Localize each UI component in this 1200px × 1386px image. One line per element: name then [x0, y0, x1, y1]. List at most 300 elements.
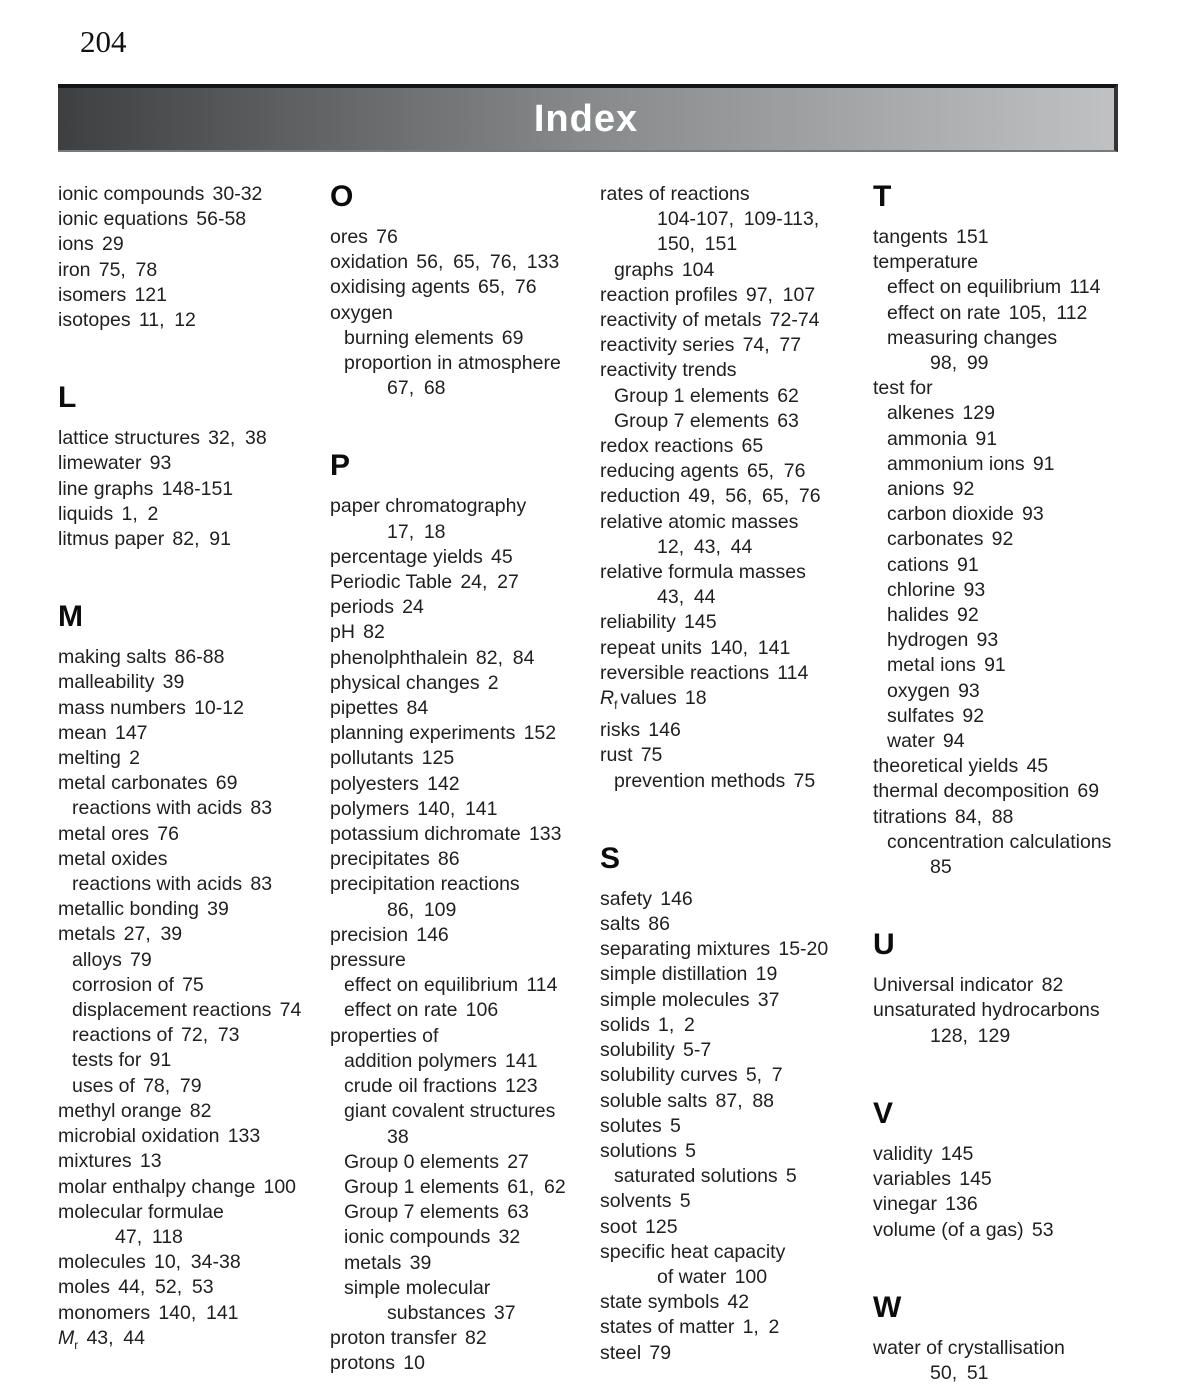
entry-text: solubility — [600, 1039, 675, 1062]
entry-text: solvents — [600, 1190, 672, 1213]
entry-page-numbers: 29 — [101, 233, 124, 256]
entry-text: saturated solutions — [614, 1165, 778, 1188]
entry-text: solutions — [600, 1139, 677, 1162]
index-entry — [600, 308, 873, 333]
entry-page-numbers: 61, 62 — [507, 1175, 566, 1198]
entry-text: pressure — [330, 949, 406, 972]
index-entry — [873, 1142, 1160, 1167]
index-entry — [330, 646, 600, 671]
index-entry — [600, 1341, 873, 1366]
index-entry — [58, 1301, 330, 1326]
index-entry — [600, 1063, 873, 1088]
index-entry — [600, 1139, 873, 1164]
entry-text: paper chromatography — [330, 495, 527, 518]
entry-text: ammonium ions — [887, 452, 1025, 475]
index-entry — [58, 1149, 330, 1174]
index-entry — [58, 998, 330, 1023]
entry-text: repeat units — [600, 636, 702, 659]
entry-page-numbers: 104 — [681, 258, 715, 281]
index-section — [873, 1290, 1160, 1386]
entry-page-numbers: 32, 38 — [208, 427, 267, 450]
entry-page-numbers: 82, 91 — [172, 528, 231, 551]
index-entry — [873, 653, 1160, 678]
entry-text: solids — [600, 1013, 650, 1036]
index-entry — [873, 376, 1160, 401]
entry-page-numbers: 12, 43, 44 — [657, 535, 753, 558]
entry-text: precipitates — [330, 848, 430, 871]
index-column — [600, 182, 873, 1386]
index-entry — [58, 258, 330, 283]
section-heading-w: W — [873, 1290, 902, 1324]
index-entry — [873, 973, 1160, 998]
entry-text: metal oxides — [58, 847, 168, 870]
index-entry — [330, 494, 600, 519]
entry-page-numbers: 5 — [669, 1114, 681, 1137]
index-section — [600, 182, 873, 794]
index-section — [600, 841, 873, 1366]
entry-text: metal ores — [58, 822, 150, 845]
entry-text: malleability — [58, 671, 155, 694]
entry-text: concentration calculations — [887, 830, 1112, 853]
entry-page-numbers: 50, 51 — [930, 1361, 989, 1384]
entry-page-numbers: 84, 88 — [954, 805, 1014, 828]
entry-page-numbers: 92 — [962, 704, 985, 727]
index-entry — [58, 645, 330, 670]
entry-text: displacement reactions — [72, 999, 272, 1022]
index-entry — [600, 484, 873, 509]
index-entry — [58, 948, 330, 973]
entry-text: metals — [58, 923, 116, 946]
entry-text: rust — [600, 744, 633, 767]
entry-page-numbers: 63 — [507, 1201, 529, 1224]
entry-page-numbers: 104-107, 109-113, — [657, 208, 820, 231]
entry-text: salts — [600, 913, 641, 936]
index-entry — [873, 729, 1160, 754]
entry-page-numbers: 146 — [660, 887, 693, 910]
index-entry — [600, 182, 873, 207]
index-entry — [600, 1189, 873, 1214]
index-entry — [600, 1013, 873, 1038]
entry-page-numbers: 76 — [157, 822, 179, 845]
entry-text: Group 1 elements — [614, 384, 770, 407]
entry-text: states of matter — [600, 1316, 735, 1339]
index-entry — [873, 998, 1160, 1023]
entry-page-numbers: 140, 141 — [417, 797, 498, 820]
index-entry — [600, 1265, 873, 1290]
entry-text: precipitation reactions — [330, 873, 520, 896]
entry-text: tests for — [72, 1049, 142, 1072]
entry-page-numbers: 13 — [139, 1150, 162, 1173]
entry-text: ions — [58, 233, 94, 256]
entry-text: ammonia — [887, 427, 968, 450]
entry-text: halides — [887, 604, 949, 627]
entry-text: hydrogen — [887, 629, 969, 652]
index-entry — [330, 998, 600, 1023]
index-entry — [873, 225, 1160, 250]
section-heading-t: T — [873, 180, 892, 213]
entry-text: of water — [657, 1265, 727, 1288]
index-entry — [330, 1251, 600, 1276]
index-entry — [330, 1175, 600, 1200]
index-entry — [330, 1049, 600, 1074]
entry-text: giant covalent structures — [344, 1100, 556, 1123]
index-entry — [330, 1024, 600, 1049]
index-entry — [873, 1336, 1160, 1361]
index-entry — [330, 772, 600, 797]
index-entry — [330, 973, 600, 998]
index-entry — [330, 620, 600, 645]
entry-page-numbers: 79 — [649, 1341, 672, 1364]
entry-text: carbon dioxide — [887, 503, 1014, 526]
index-entry — [600, 333, 873, 358]
entry-page-numbers: 27, 39 — [123, 923, 183, 946]
entry-text: Periodic Table — [330, 571, 453, 594]
index-entry — [58, 426, 330, 451]
index-entry — [330, 1200, 600, 1225]
index-entry — [330, 250, 600, 275]
entry-page-numbers: 128, 129 — [930, 1024, 1011, 1047]
index-entry — [58, 1048, 330, 1073]
entry-page-numbers: 82 — [189, 1099, 212, 1122]
entry-page-numbers: 2 — [129, 747, 140, 770]
entry-text: reactivity trends — [600, 359, 737, 382]
index-entry — [600, 769, 873, 794]
entry-page-numbers: 5 — [785, 1165, 797, 1188]
entry-page-numbers: 92 — [956, 604, 979, 627]
index-entry — [873, 1024, 1160, 1049]
entry-text: risks — [600, 719, 641, 742]
index-entry — [330, 570, 600, 595]
entry-page-numbers: 98, 99 — [930, 352, 989, 375]
entry-text: safety — [600, 887, 653, 910]
index-entry — [873, 855, 1160, 880]
entry-page-numbers: 91 — [984, 654, 1006, 677]
index-entry — [330, 376, 600, 401]
index-entry — [58, 1250, 330, 1275]
entry-page-numbers: 142 — [427, 772, 460, 795]
entry-page-numbers: 5-7 — [682, 1039, 712, 1062]
entry-text: reactions of — [72, 1024, 173, 1047]
entry-page-numbers: 114 — [777, 661, 809, 684]
entry-text: reactivity series — [600, 334, 735, 357]
index-entry — [330, 275, 600, 300]
index-entry — [600, 459, 873, 484]
index-entry — [873, 1361, 1160, 1386]
index-entry — [600, 1038, 873, 1063]
index-entry — [58, 502, 330, 527]
entry-page-numbers: 145 — [940, 1142, 974, 1165]
entry-page-numbers: 121 — [134, 283, 167, 306]
entry-text: anions — [887, 478, 945, 501]
index-entry — [873, 351, 1160, 376]
entry-text: potassium dichromate — [330, 823, 521, 846]
entry-text: solutes — [600, 1114, 662, 1137]
index-entry — [330, 351, 600, 376]
entry-page-numbers: 93 — [958, 679, 980, 702]
index-entry — [873, 603, 1160, 628]
index-entry — [58, 1275, 330, 1300]
index-entry — [58, 746, 330, 771]
entry-page-numbers: 86, 109 — [387, 898, 457, 921]
entry-text: rates of reactions — [600, 183, 750, 205]
index-entry — [58, 721, 330, 746]
entry-page-numbers: 150, 151 — [657, 233, 738, 256]
index-section — [873, 1096, 1160, 1243]
section-heading-o: O — [330, 180, 354, 213]
entry-text: theoretical yields — [873, 755, 1019, 778]
entry-page-numbers: 94 — [942, 730, 965, 753]
entry-page-numbers: 146 — [416, 923, 449, 946]
entry-page-numbers: 1, 2 — [742, 1316, 780, 1339]
index-entry — [330, 1125, 600, 1150]
entry-text: physical changes — [330, 671, 480, 694]
index-entry — [58, 1023, 330, 1048]
entry-page-numbers: 32 — [498, 1226, 521, 1249]
entry-page-numbers: 39 — [409, 1251, 432, 1274]
entry-text: properties of — [330, 1024, 439, 1047]
entry-text: oxygen — [330, 301, 393, 324]
entry-text: oxidising agents — [330, 276, 470, 299]
index-entry — [873, 301, 1160, 326]
entry-page-numbers: 105, 112 — [1008, 301, 1088, 324]
index-entry — [58, 1225, 330, 1250]
entry-page-numbers: 10-12 — [194, 696, 244, 719]
entry-page-numbers: 62 — [777, 384, 799, 407]
entry-page-numbers: 91 — [149, 1049, 172, 1072]
entry-text: volume (of a gas) — [873, 1218, 1024, 1241]
index-entry — [873, 1218, 1160, 1243]
entry-text: unsaturated hydrocarbons — [873, 999, 1100, 1022]
index-entry — [58, 670, 330, 695]
entry-text: graphs — [614, 258, 674, 281]
index-entry — [600, 585, 873, 610]
index-entry — [58, 451, 330, 476]
entry-text: isotopes — [58, 309, 131, 332]
entry-page-numbers: 44, 52, 53 — [118, 1276, 214, 1299]
entry-text: polymers — [330, 797, 410, 820]
entry-text: sulfates — [887, 704, 955, 727]
entry-text: water of crystallisation — [873, 1336, 1065, 1359]
index-entry — [873, 401, 1160, 426]
entry-text: test for — [873, 377, 933, 400]
entry-text: reversible reactions — [600, 661, 770, 684]
entry-page-numbers: 72, 73 — [181, 1024, 240, 1047]
index-section — [330, 451, 600, 1376]
entry-text: separating mixtures — [600, 938, 771, 961]
entry-page-numbers: 1, 2 — [121, 502, 159, 525]
entry-page-numbers: 43, 44 — [86, 1326, 145, 1349]
entry-page-numbers: 83 — [250, 873, 273, 896]
entry-page-numbers: 65, 76 — [746, 460, 806, 483]
entry-text: burning elements — [344, 326, 494, 349]
entry-text: tangents — [873, 226, 948, 248]
entry-page-numbers: 39 — [162, 671, 185, 694]
entry-page-numbers: 145 — [959, 1168, 992, 1191]
entry-text: molecules — [58, 1251, 146, 1274]
index-entry — [600, 661, 873, 686]
entry-text: relative atomic masses — [600, 510, 799, 533]
entry-text: alloys — [72, 948, 122, 971]
entry-page-numbers: 76 — [376, 226, 398, 248]
entry-page-numbers: 15-20 — [778, 938, 829, 961]
index-entry — [58, 1099, 330, 1124]
section-heading-m: M — [58, 600, 83, 634]
index-entry — [58, 1200, 330, 1225]
entry-text: soot — [600, 1215, 637, 1238]
index-entry — [600, 1315, 873, 1340]
index-entry — [330, 696, 600, 721]
entry-text: reliability — [600, 611, 676, 634]
index-entry — [873, 527, 1160, 552]
entry-text: iron — [58, 258, 91, 281]
index-column — [58, 182, 330, 1386]
index-entry — [330, 872, 600, 897]
index-entry — [330, 225, 600, 250]
index-entry — [873, 830, 1160, 855]
entry-text: ores — [330, 226, 368, 248]
index-entry — [58, 973, 330, 998]
italic-symbol: M — [58, 1326, 75, 1349]
index-entry — [873, 754, 1160, 779]
entry-text: metals — [344, 1251, 402, 1274]
entry-page-numbers: 18 — [684, 687, 707, 710]
subscript-letter: f — [614, 698, 618, 713]
entry-text: microbial oxidation — [58, 1125, 220, 1148]
section-heading-p: P — [330, 449, 351, 483]
index-entry — [330, 1301, 600, 1326]
entry-text: oxygen — [887, 679, 950, 702]
entry-text: effect on rate — [887, 301, 1001, 324]
entry-page-numbers: 65, 76 — [478, 276, 537, 299]
entry-page-numbers: 97, 107 — [745, 283, 816, 306]
index-entry — [330, 545, 600, 570]
entry-text: substances — [387, 1301, 486, 1324]
index-column — [330, 182, 600, 1386]
section-heading-s: S — [600, 841, 621, 875]
entry-page-numbers: 93 — [963, 578, 986, 601]
entry-page-numbers: 39 — [207, 898, 229, 921]
entry-page-numbers: 72-74 — [769, 309, 820, 332]
index-entry — [58, 1175, 330, 1200]
index-entry — [600, 409, 873, 434]
entry-page-numbers: 75 — [182, 973, 204, 996]
entry-page-numbers: 53 — [1031, 1218, 1054, 1241]
index-entry — [330, 898, 600, 923]
section-heading-v: V — [873, 1096, 894, 1130]
entry-page-numbers: 11, 12 — [138, 309, 196, 332]
index-entry — [600, 1240, 873, 1265]
index-entry — [330, 1351, 600, 1376]
entry-page-numbers: 100 — [734, 1265, 768, 1288]
entry-page-numbers: 65 — [741, 435, 764, 458]
entry-page-numbers: 37 — [757, 988, 780, 1011]
entry-page-numbers: 56, 65, 76, 133 — [416, 251, 560, 274]
entry-page-numbers: 49, 56, 65, 76 — [688, 485, 821, 508]
index-entry — [330, 301, 600, 326]
entry-page-numbers: 19 — [755, 963, 778, 986]
entry-page-numbers: 100 — [263, 1175, 297, 1198]
index-entry — [600, 988, 873, 1013]
entry-text: effect on equilibrium — [344, 974, 519, 997]
entry-text: uses of — [72, 1074, 135, 1097]
entry-page-numbers: 145 — [684, 611, 717, 634]
entry-page-numbers: 69 — [215, 772, 238, 795]
entry-text: variables — [873, 1168, 952, 1191]
entry-page-numbers: 82 — [465, 1327, 487, 1350]
entry-text: pipettes — [330, 697, 399, 720]
entry-text: mixtures — [58, 1150, 132, 1173]
entry-page-numbers: 75, 78 — [98, 258, 158, 281]
index-entry — [873, 427, 1160, 452]
entry-text: periods — [330, 596, 394, 619]
entry-text: pollutants — [330, 747, 414, 770]
index-entry — [330, 1074, 600, 1099]
entry-text: ionic compounds — [58, 183, 205, 205]
entry-text: reducing agents — [600, 460, 739, 483]
entry-text: validity — [873, 1142, 933, 1165]
entry-page-numbers: 5 — [685, 1139, 697, 1162]
entry-page-numbers: 91 — [975, 427, 998, 450]
entry-page-numbers: 114 — [526, 974, 558, 997]
entry-text: polyesters — [330, 772, 419, 795]
entry-page-numbers: 86 — [437, 848, 460, 871]
entry-page-numbers: 125 — [421, 747, 455, 770]
section-heading-l: L — [58, 381, 77, 415]
index-entry — [600, 1290, 873, 1315]
entry-page-numbers: 146 — [648, 719, 681, 742]
index-entry — [58, 847, 330, 872]
entry-text: liquids — [58, 502, 114, 525]
entry-text: simple molecular — [344, 1276, 491, 1299]
entry-text: Group 1 elements — [344, 1175, 500, 1198]
entry-page-numbers: 84 — [406, 697, 429, 720]
italic-symbol: R — [600, 687, 615, 710]
entry-page-numbers: 86-88 — [174, 646, 225, 669]
entry-page-numbers: 82 — [363, 621, 385, 644]
index-entry — [58, 527, 330, 552]
entry-page-numbers: 133 — [528, 823, 562, 846]
index-entry — [873, 250, 1160, 275]
index-entry — [873, 805, 1160, 830]
index-section — [58, 602, 330, 1358]
index-entry — [600, 535, 873, 560]
index-entry — [600, 962, 873, 987]
entry-text: protons — [330, 1352, 396, 1375]
entry-page-numbers: 43, 44 — [657, 586, 716, 609]
entry-text: metal ions — [887, 654, 976, 677]
entry-page-numbers: 152 — [523, 722, 557, 745]
entry-page-numbers: 47, 118 — [115, 1225, 183, 1248]
index-entry — [330, 326, 600, 351]
index-entry — [600, 1089, 873, 1114]
index-entry — [873, 452, 1160, 477]
entry-page-numbers: 125 — [645, 1215, 678, 1238]
index-entry — [58, 696, 330, 721]
page-number: 204 — [80, 24, 127, 59]
entry-text: line graphs — [58, 477, 154, 500]
index-entry — [600, 510, 873, 535]
index-entry — [330, 595, 600, 620]
entry-page-numbers: 74, 77 — [742, 334, 802, 357]
entry-page-numbers: 5, 7 — [745, 1064, 783, 1087]
entry-page-numbers: 1, 2 — [658, 1013, 695, 1036]
index-entry — [600, 610, 873, 635]
entry-page-numbers: 82 — [1041, 974, 1064, 997]
entry-text: molar enthalpy change — [58, 1175, 256, 1198]
index-entry — [330, 1150, 600, 1175]
entry-text: values — [620, 687, 677, 710]
index-entry — [58, 822, 330, 847]
